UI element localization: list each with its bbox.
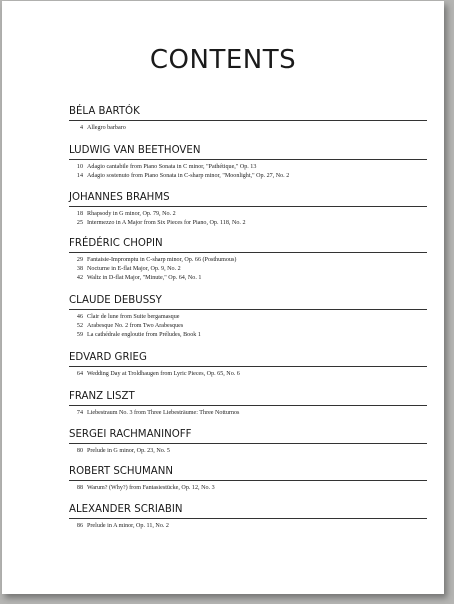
entry-page-number: 18	[76, 211, 83, 217]
entry-title: La cathédrale engloutie from Préludes, Book 1	[87, 332, 201, 338]
section-rule	[69, 405, 427, 406]
section-rule	[69, 443, 427, 444]
entry-title: Warum? (Why?) from Fantasiestücke, Op. 12, No. 3	[87, 485, 215, 491]
composer-heading: CLAUDE DEBUSSY	[69, 295, 162, 306]
entry-page-number: 52	[76, 323, 83, 329]
entry-title: Fantaisie-Impromptu in C-sharp minor, Op. 66 (Posthumous)	[87, 257, 237, 263]
contents-entry	[69, 313, 429, 322]
composer-section	[69, 350, 429, 379]
section-rule	[69, 159, 427, 160]
composer-heading: BÉLA BARTÓK	[69, 106, 140, 117]
contents-entry	[69, 210, 429, 219]
entry-title: Allegro barbaro	[87, 125, 126, 131]
entry-title: Rhapsody in G minor, Op. 79, No. 2	[87, 211, 176, 217]
composer-heading: ROBERT SCHUMANN	[69, 466, 174, 477]
composer-heading: JOHANNES BRAHMS	[69, 192, 170, 203]
document-page	[2, 1, 444, 594]
entry-title: Prelude in G minor, Op. 23, No. 5	[87, 448, 170, 454]
contents-entry	[69, 172, 429, 181]
contents-entry	[69, 322, 429, 331]
section-rule	[69, 480, 427, 481]
composer-section	[69, 236, 429, 283]
contents-entry	[69, 522, 429, 531]
entry-page-number: 4	[79, 125, 83, 131]
entry-page-number: 29	[76, 257, 83, 263]
section-rule	[69, 309, 427, 310]
entry-title: Intermezzo in A Major from Six Pieces for Piano, Op. 118, No. 2	[87, 220, 246, 226]
contents-entry	[69, 256, 429, 265]
entry-title: Arabesque No. 2 from Two Arabesques	[87, 323, 184, 329]
entry-page-number: 74	[76, 410, 83, 416]
composer-section	[69, 502, 429, 531]
entry-page-number: 88	[76, 485, 83, 491]
entry-page-number: 42	[76, 275, 83, 281]
composer-heading: EDVARD GRIEG	[69, 352, 147, 363]
contents-entry	[69, 370, 429, 379]
contents-entry	[69, 274, 429, 283]
composer-section	[69, 104, 429, 133]
composer-heading: ALEXANDER SCRIABIN	[69, 504, 183, 515]
section-rule	[69, 518, 427, 519]
entry-page-number: 38	[76, 266, 83, 272]
composer-section	[69, 427, 429, 456]
contents-entry	[69, 484, 429, 493]
entry-title: Prelude in A minor, Op. 11, No. 2	[87, 523, 169, 529]
entry-page-number: 64	[76, 371, 83, 377]
contents-entry	[69, 447, 429, 456]
composer-section	[69, 464, 429, 493]
entry-page-number: 59	[76, 332, 83, 338]
section-rule	[69, 366, 427, 367]
entry-title: Clair de lune from Suite bergamasque	[87, 314, 180, 320]
section-rule	[69, 206, 427, 207]
composer-section	[69, 190, 429, 228]
composer-section	[69, 293, 429, 340]
entry-page-number: 25	[76, 220, 83, 226]
contents-entry	[69, 265, 429, 274]
contents-entry	[69, 409, 429, 418]
entry-title: Waltz in D-flat Major, "Minute," Op. 64, No. 1	[87, 275, 202, 281]
composer-heading: SERGEI RACHMANINOFF	[69, 429, 192, 440]
entry-page-number: 86	[76, 523, 83, 529]
contents-entry	[69, 163, 429, 172]
entry-title: Adagio cantabile from Piano Sonata in C minor, "Pathétique," Op. 13	[87, 164, 257, 170]
entry-page-number: 14	[76, 173, 83, 179]
section-rule	[69, 252, 427, 253]
contents-entry	[69, 331, 429, 340]
entry-title: Liebestraum No. 3 from Three Liebesträume: Three Notturnos	[87, 410, 240, 416]
entry-page-number: 10	[76, 164, 83, 170]
page-title: CONTENTS	[149, 45, 297, 75]
composer-heading: FRANZ LISZT	[69, 391, 135, 402]
contents-entry	[69, 124, 429, 133]
composer-section	[69, 143, 429, 181]
contents-entry	[69, 219, 429, 228]
composer-heading: FRÉDÉRIC CHOPIN	[69, 238, 163, 249]
entry-title: Wedding Day at Troldhaugen from Lyric Pieces, Op. 65, No. 6	[87, 371, 240, 377]
composer-section	[69, 389, 429, 418]
entry-title: Nocturne in E-flat Major, Op. 9, No. 2	[87, 266, 181, 272]
composer-heading: LUDWIG VAN BEETHOVEN	[69, 145, 201, 156]
entry-title: Adagio sostenuto from Piano Sonata in C-sharp minor, "Moonlight," Op. 27, No. 2	[87, 173, 290, 179]
entry-page-number: 46	[76, 314, 83, 320]
entry-page-number: 80	[76, 448, 83, 454]
section-rule	[69, 120, 427, 121]
